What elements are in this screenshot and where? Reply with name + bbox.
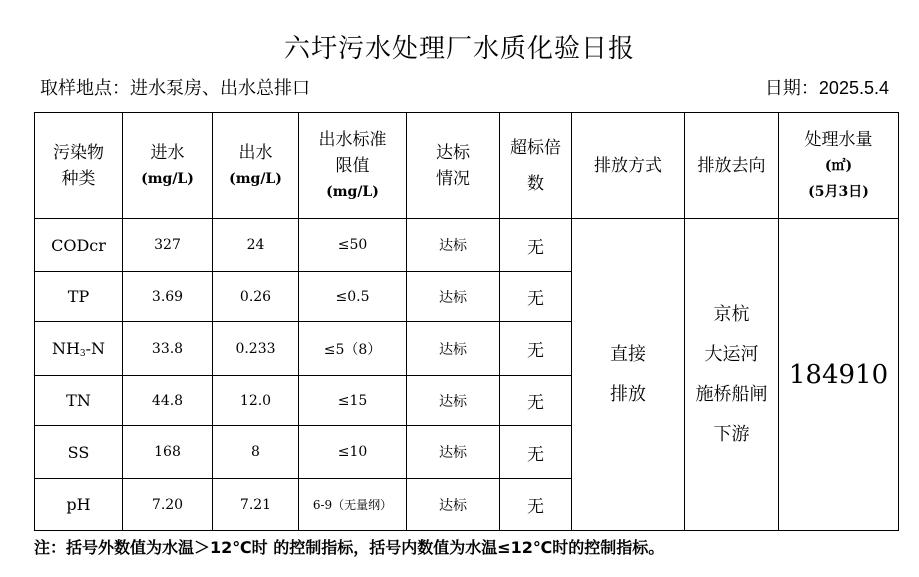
effluent-value: 24 [213, 219, 299, 272]
influent-value: 327 [123, 219, 213, 272]
exceed-value: 无 [500, 479, 572, 531]
exceed-value: 无 [500, 322, 572, 376]
limit-value: ≤50 [299, 219, 407, 272]
influent-value: 33.8 [123, 322, 213, 376]
header-pollutant: 污染物 种类 [35, 113, 123, 219]
exceed-value: 无 [500, 426, 572, 479]
pollutant-name: pH [35, 479, 123, 531]
influent-value: 3.69 [123, 272, 213, 322]
exceed-value: 无 [500, 376, 572, 426]
water-quality-table [34, 112, 899, 531]
effluent-value: 12.0 [213, 376, 299, 426]
pollutant-name: TN [35, 376, 123, 426]
status-value: 达标 [407, 272, 500, 322]
status-value: 达标 [407, 322, 500, 376]
exceed-value: 无 [500, 272, 572, 322]
table-row [35, 219, 899, 272]
influent-value: 7.20 [123, 479, 213, 531]
status-value: 达标 [407, 376, 500, 426]
effluent-value: 0.233 [213, 322, 299, 376]
effluent-value: 7.21 [213, 479, 299, 531]
pollutant-name: TP [35, 272, 123, 322]
header-status: 达标 情况 [407, 113, 500, 219]
footnote: 注：括号外数值为水温＞12℃时 的控制指标，括号内数值为水温≤12℃时的控制指标。 [34, 538, 665, 557]
header-limit: 出水标准 限值 (mg/L) [299, 113, 407, 219]
limit-value: ≤15 [299, 376, 407, 426]
limit-value: ≤10 [299, 426, 407, 479]
report-title: 六圩污水处理厂水质化验日报 [283, 34, 635, 64]
header-row [35, 113, 899, 219]
status-value: 达标 [407, 219, 500, 272]
header-exceed: 超标倍 数 [500, 113, 572, 219]
header-influent: 进水 (mg/L) [123, 113, 213, 219]
report-date: 日期：2025.5.4 [764, 78, 889, 98]
exceed-value: 无 [500, 219, 572, 272]
discharge-method: 直接 排放 [572, 219, 685, 531]
pollutant-name: CODcr [35, 219, 123, 272]
status-value: 达标 [407, 426, 500, 479]
sampling-location: 取样地点：进水泵房、出水总排口 [40, 78, 310, 99]
header-effluent: 出水 (mg/L) [213, 113, 299, 219]
limit-value: ≤0.5 [299, 272, 407, 322]
influent-value: 44.8 [123, 376, 213, 426]
pollutant-name: SS [35, 426, 123, 479]
header-method: 排放方式 [572, 113, 685, 219]
header-volume: 处理水量 (㎡) (5月3日) [779, 113, 899, 219]
effluent-value: 8 [213, 426, 299, 479]
treated-volume: 184910 [779, 219, 899, 531]
header-destination: 排放去向 [685, 113, 779, 219]
pollutant-name: $NH_3-N$ [35, 322, 123, 376]
influent-value: 168 [123, 426, 213, 479]
discharge-destination: 京杭 大运河 施桥船闸 下游 [685, 219, 779, 531]
effluent-value: 0.26 [213, 272, 299, 322]
status-value: 达标 [407, 479, 500, 531]
limit-value: ≤5（8） [299, 322, 407, 376]
limit-value: 6-9（无量纲） [299, 479, 407, 531]
